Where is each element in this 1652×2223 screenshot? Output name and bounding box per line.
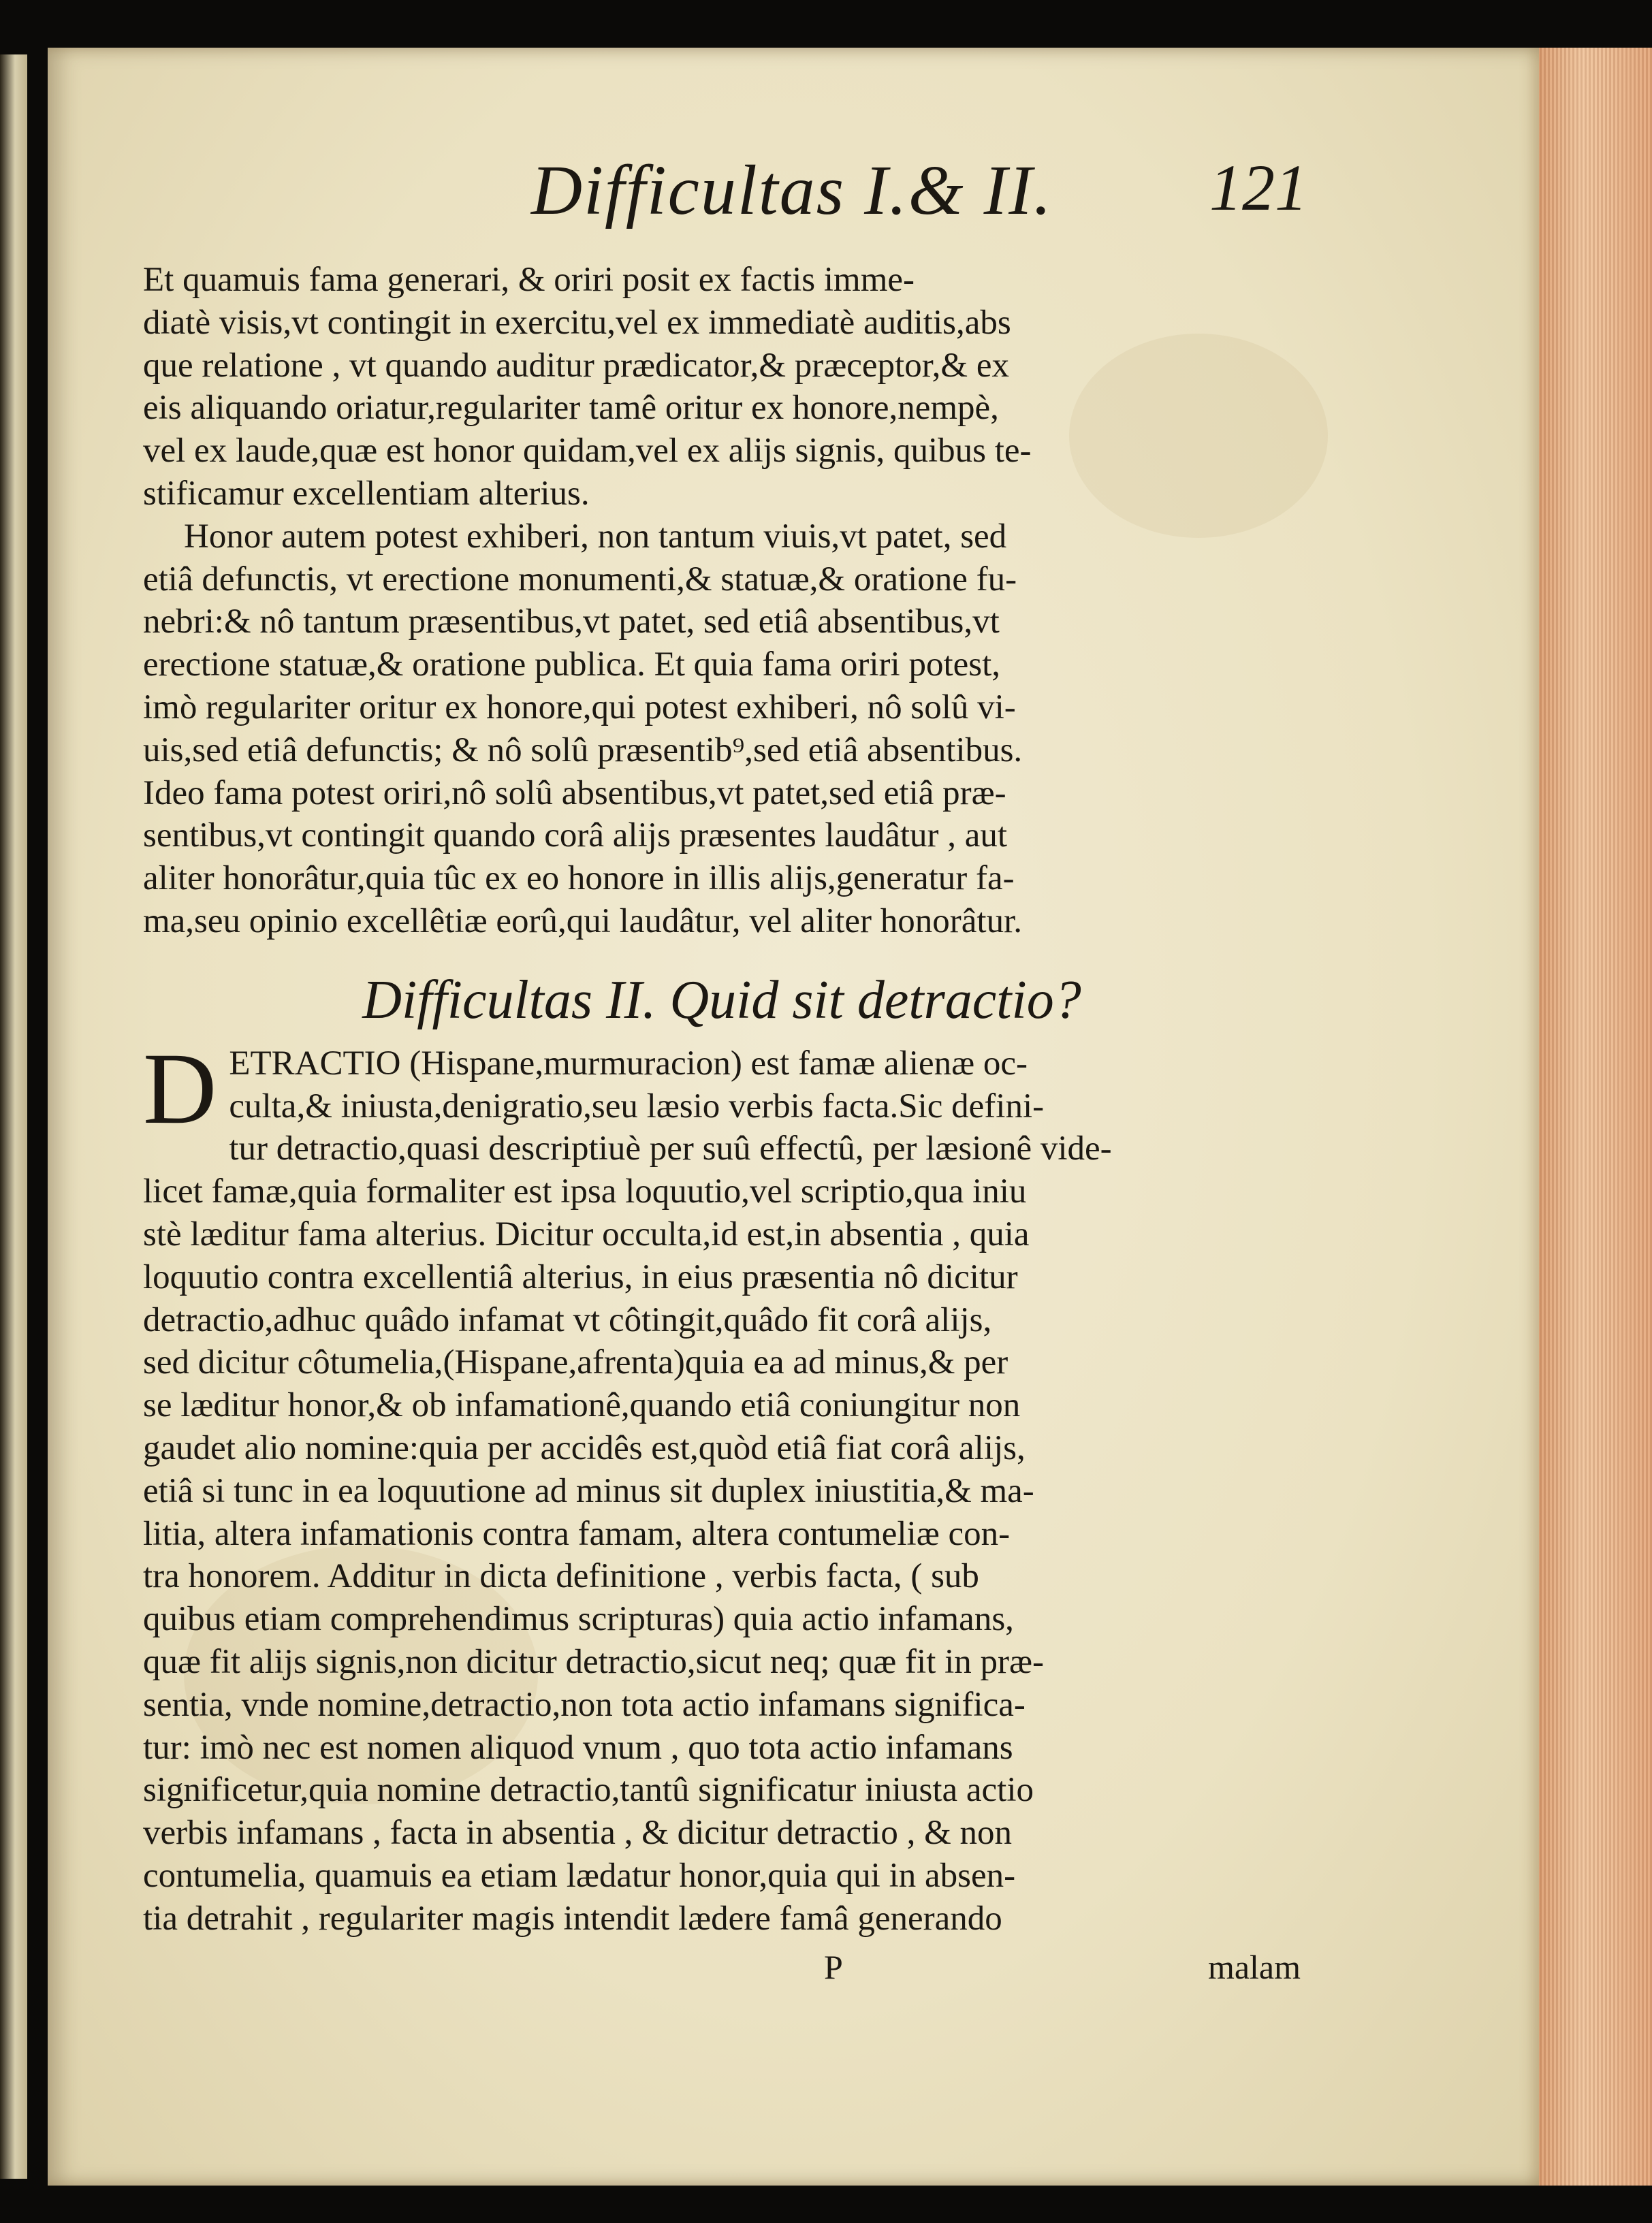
text-line: stè læditur fama alterius. Dicitur occulta,id est,in absentia , quia <box>143 1215 1030 1253</box>
text-line: ETRACTIO (Hispane,murmuracion) est famæ alienæ oc- <box>229 1044 1028 1083</box>
text-line: gaudet alio nomine:quia per accidês est,quòd etiâ fiat corâ alijs, <box>143 1428 1026 1467</box>
text-line: sed dicitur côtumelia,(Hispane,afrenta)quia ea ad minus,& per <box>143 1343 1008 1382</box>
text-line: sentia, vnde nomine,detractio,non tota actio infamans significa- <box>143 1685 1026 1724</box>
section-heading: Difficultas II. Quid sit detractio? <box>362 970 1081 1030</box>
section-body <box>143 1031 1301 1940</box>
page-number: 121 <box>1209 151 1307 224</box>
text-line: culta,& iniusta,denigratio,seu læsio verbis facta.Sic defini- <box>229 1087 1045 1125</box>
text-line: licet famæ,quia formaliter est ipsa loquutio,vel scriptio,qua iniu <box>143 1172 1027 1211</box>
text-line: ma,seu opinio excellêtiæ eorû,qui laudâtur, vel aliter honorâtur. <box>143 901 1022 940</box>
text-line: se læditur honor,& ob infamationê,quando etiâ coniungitur non <box>143 1386 1021 1425</box>
text-line: Ideo fama potest oriri,nô solû absentibus,vt patet,sed etiâ præ- <box>143 773 1006 812</box>
text-line: vel ex laude,quæ est honor quidam,vel ex alijs signis, quibus te- <box>143 432 1032 470</box>
text-line: detractio,adhuc quâdo infamat vt côtingit,quâdo fit corâ alijs, <box>143 1300 992 1339</box>
previous-page-edge <box>0 54 27 2179</box>
text-line: nebri:& nô tantum præsentibus,vt patet, sed etiâ absentibus,vt <box>143 603 1000 641</box>
text-line: stificamur excellentiam alterius. <box>143 474 590 513</box>
text-line: erectione statuæ,& oratione publica. Et quia fama oriri potest, <box>143 645 1001 684</box>
text-line: aliter honorâtur,quia tûc ex eo honore in illis alijs,generatur fa- <box>143 859 1015 898</box>
page-footer <box>824 1947 1301 1995</box>
text-line: imò regulariter oritur ex honore,qui potest exhiberi, nô solû vi- <box>143 688 1016 726</box>
text-line: Et quamuis fama generari, & oriri posit ex factis imme- <box>143 261 915 299</box>
text-line: significetur,quia nomine detractio,tantû significatur iniusta actio <box>143 1771 1034 1810</box>
running-head <box>490 123 1307 259</box>
text-line: contumelia, quamuis ea etiam lædatur honor,quia qui in absen- <box>143 1856 1016 1895</box>
catchword: malam <box>1207 1948 1301 1986</box>
text-line: loquutio contra excellentiâ alterius, in eius præsentia nô dicitur <box>143 1258 1018 1296</box>
text-line: Honor autem potest exhiberi, non tantum viuis,vt patet, sed <box>184 517 1007 556</box>
book-page <box>48 48 1539 2186</box>
text-line: que relatione , vt quando auditur prædicator,& præceptor,& ex <box>143 346 1009 385</box>
text-line: diatè visis,vt contingit in exercitu,vel ex immediatè auditis,abs <box>143 303 1011 342</box>
text-line: tur detractio,quasi descriptiuè per suû effectû, per læsionê vide- <box>229 1130 1112 1168</box>
text-line: tia detrahit , regulariter magis intendit lædere famâ generando <box>143 1899 1002 1938</box>
text-line: tur: imò nec est nomen aliquod vnum , quo tota actio infamans <box>143 1728 1013 1767</box>
text-line: etiâ defunctis, vt erectione monumenti,& statuæ,& oratione fu- <box>143 560 1017 598</box>
signature-mark: P <box>824 1948 843 1986</box>
text-line: tra honorem. Additur in dicta definitione , verbis facta, ( sub <box>143 1557 979 1596</box>
text-line: etiâ si tunc in ea loquutione ad minus sit duplex iniustitia,& ma- <box>143 1471 1034 1510</box>
text-line: litia, altera infamationis contra famam, altera contumeliæ con- <box>143 1514 1011 1553</box>
text-block <box>143 259 1301 1940</box>
paragraph-1 <box>143 259 1301 515</box>
book-fore-edge <box>1536 48 1652 2186</box>
paragraph-2 <box>143 515 1301 943</box>
drop-cap: D <box>143 1031 217 1145</box>
text-line: uis,sed etiâ defunctis; & nô solû præsentib⁹,sed etiâ absentibus. <box>143 731 1023 769</box>
running-title: Difficultas I.& II. <box>531 151 1053 229</box>
text-line: eis aliquando oriatur,regulariter tamê oritur ex honore,nempè, <box>143 389 999 428</box>
text-line: quibus etiam comprehendimus scripturas) quia actio infamans, <box>143 1600 1014 1639</box>
text-line: verbis infamans , facta in absentia , & dicitur detractio , & non <box>143 1814 1013 1853</box>
text-line: quæ fit alijs signis,non dicitur detractio,sicut neq; quæ fit in præ- <box>143 1642 1045 1681</box>
text-line: sentibus,vt contingit quando corâ alijs præsentes laudâtur , aut <box>143 816 1008 855</box>
